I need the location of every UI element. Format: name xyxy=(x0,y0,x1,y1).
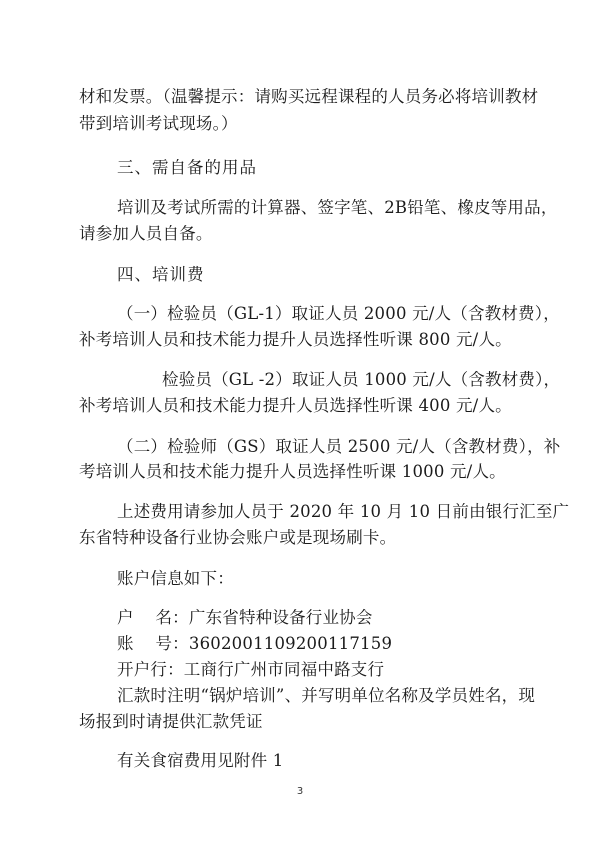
page-number: 3 xyxy=(296,786,304,797)
section-3-line-2: 请参加人员自备。 xyxy=(79,224,213,243)
fee-item-1-line-2: 补考培训人员和技术能力提升人员选择性听课 800 元/人。 xyxy=(79,330,512,349)
payment-line-1: 上述费用请参加人员于 2020 年 10 月 10 日前由银行汇至广 xyxy=(117,502,570,521)
remittance-note-line-2: 场报到时请提供汇款凭证 xyxy=(79,712,263,731)
remittance-note-line-1: 汇款时注明“锅炉培训”、并写明单位名称及学员姓名，现 xyxy=(117,686,536,705)
fee-item-3-line-2: 考培训人员和技术能力提升人员选择性听课 1000 元/人。 xyxy=(79,462,506,481)
section-3-line-1: 培训及考试所需的计算器、签字笔、2B铅笔、橡皮等用品， xyxy=(117,198,558,217)
payment-line-2: 东省特种设备行业协会账户或是现场刷卡。 xyxy=(79,528,397,547)
account-bank: 开户行：工商行广州市同福中路支行 xyxy=(117,660,385,679)
intro-line-1: 材和发票。（温馨提示：请购买远程课程的人员务必将培训教材 xyxy=(79,87,539,106)
section-3-heading: 三、需自备的用品 xyxy=(117,158,257,177)
account-intro: 账户信息如下： xyxy=(117,569,234,588)
fee-item-3-line-1: （二）检验师（GS）取证人员 2500 元/人（含教材费），补 xyxy=(117,437,561,456)
fee-item-2-line-2: 补考培训人员和技术能力提升人员选择性听课 400 元/人。 xyxy=(79,396,512,415)
account-number: 账 号：3602001109200117159 xyxy=(117,634,393,653)
fee-item-2-line-1: 检验员（GL -2）取证人员 1000 元/人（含教材费）， xyxy=(162,370,561,389)
account-name: 户 名：广东省特种设备行业协会 xyxy=(117,608,373,627)
section-4-heading: 四、培训费 xyxy=(117,265,205,284)
fee-item-1-line-1: （一）检验员（GL-1）取证人员 2000 元/人（含教材费）， xyxy=(117,304,560,323)
accommodation-note: 有关食宿费用见附件 1 xyxy=(117,751,284,770)
intro-line-2: 带到培训考试现场。） xyxy=(79,114,238,133)
